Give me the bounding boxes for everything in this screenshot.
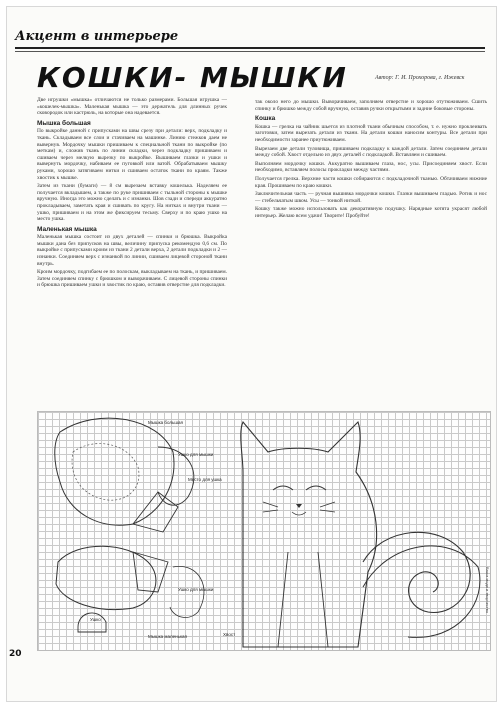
rubric-label: Акцент в интерьере	[15, 29, 179, 44]
section-heading: Мышка большая	[37, 119, 91, 127]
cat-eye-left	[273, 486, 293, 490]
cat-eye-right	[306, 486, 326, 490]
big-mouse-inner	[72, 444, 139, 501]
rubric-rule-thin	[15, 51, 485, 52]
small-mouse-outline	[56, 546, 156, 609]
small-ear	[78, 613, 106, 632]
label-place-ear: Место для ушка	[188, 477, 222, 482]
paragraph: Заключительная часть — ручная вышивка мордочки кошки. Глазки вышиваем гладью. Ротик и нос — стебельчатым швом. Усы — тонкой ниткой.	[255, 191, 487, 204]
label-mouse-big: Мышка большая	[148, 420, 183, 425]
paragraph: По выкройке данной с припусками на швы срезу при детали: верх, подкладку и ткань. Складываем все слои и стачиваем на машинке. Линию стежков даем не вывернув. Мордочку мышки пришиваем к специальной ткани по выкройке (по меткам) и, сложив ткань по линии складки, через подкладку пришиваем и сшиваем через мелкую вырезку по выкройке. Вышиваем глазки и ушки и вывернуть мордочку, набиваем ее пуговкой или ватой. Обрабатываем мышку руками, хорошо затягиваем нитки и сшиваем остаток ткани по краям. Также хвостик к мышке.	[37, 128, 227, 181]
page-number: 20	[9, 649, 22, 659]
magazine-page	[6, 6, 497, 702]
paragraph: Две игрушки «мышка» отличаются не только размерами. Большая игрушка — «кошелек-мышка». Маленькая мышка — это держатель для длинных ручек сковородок или кастрюль, на которые она надевается.	[37, 97, 227, 117]
cat-mouth	[292, 512, 306, 515]
paragraph: Кошка — грелка на чайник шьется из плотной ткани обычным способом, т. е. нужно проклеивать заготовки, затем вырезать детали из ткани. На детали кошки наносим контуры. Все детали при необходимости заранее приутюживаем.	[255, 123, 487, 143]
big-mouse-fold	[133, 492, 178, 532]
cat-outline	[241, 422, 377, 647]
side-caption: Ваша мода и творчество	[485, 567, 490, 614]
paragraph: так около него до мышки. Выворачиваем, заполняем отверстие и хорошо отутюживаем. Сшить спинку и брюшко между собой вручную, оставив ручки открытыми и задние боковые стороны.	[255, 99, 487, 112]
label-ear-small: Ушко	[90, 617, 101, 622]
article-author: Автор: Г. И. Прохорова, г. Ижевск	[375, 75, 465, 81]
paragraph: Вырезаем две детали туловища, пришиваем подкладку к каждой детали. Затем соединяем детали между собой. Хвост отдельно из двух деталей с подкладкой. Вставляем и сшиваем.	[255, 145, 487, 159]
cat-leg-line-2	[318, 552, 328, 647]
paragraph: Получается грелка. Верхние части кошки собираются с подкладочной тканью. Обтачиваем нижние края. Прошиваем по краю кошки.	[255, 175, 487, 189]
label-ear-big: Ушко для мышки	[178, 452, 214, 457]
big-mouse-outline	[55, 418, 174, 525]
label-tail: Хвост	[223, 632, 236, 637]
section-heading: Кошка	[255, 115, 276, 123]
left-text-column	[37, 97, 227, 407]
pattern-grid	[37, 411, 491, 651]
label-mouse-small: Мышка маленькая	[148, 634, 187, 639]
label-ear-mouse-small: Ушко для мышки	[178, 587, 214, 592]
article-title: КОШКИ- МЫШКИ	[37, 61, 348, 94]
pattern-drawing	[38, 412, 490, 650]
paragraph: Кошку также можно использовать как декоративную подушку. Нарядные котята украсят любой интерьер. Желаю всем удачи! Творите! Пробуйте!	[255, 206, 487, 219]
section-heading: Маленькая мышка	[37, 225, 97, 233]
paragraph: Выполняем мордочку кошки. Аккуратно вышиваем глаза, нос, усы. Присоединяем хвост. Если необходимо, вставляем полосы прокладки между частями.	[255, 160, 487, 174]
rubric-rule	[15, 47, 485, 49]
small-mouse-fold	[133, 552, 168, 592]
paragraph: Маленькая мышка состоит из двух деталей — спинки и брюшка. Выкройка мышки дана без припусков на швы, величину припуска рекомендую 0,6 см. По выкройке с припусками кроим из ткани 2 детали верха, 2 детали подкладки и 2 — изнанки. Соединяем верх с изнанкой по линии, сшиваем лицевой стороной ткани внутрь.	[37, 234, 227, 267]
right-text-column	[255, 99, 487, 411]
paragraph: Затем из ткани (бумаги) — 8 см вырезаем вставку кошелька. Наделяем ее получается вкладышем, а также по руке пришиваем с тыльной стороны к мышке вручную. Иногда это можно сделать и с изнанки. Шов сзади и спереди аккуратно прокладываем, заметать края и сшивать по кругу. На нитках и внутри ткани — ушко, пришиваем и на этом же фиксируем тесьму. Сверху и по краю ушко на место ушка.	[37, 183, 227, 223]
cat-tail	[363, 532, 470, 612]
cat-nose	[296, 504, 302, 508]
cat-tail-outer	[363, 546, 480, 637]
cat-leg-line	[278, 552, 288, 647]
paragraph: Кроим мордочку, подгибаем ее по полоскам, выкладываем на ткань, и пришиваем. Затем соединяем спинку с брюшком и выворачиваем. С лицевой стороны спинки и брюшка пришиваем ушки и хвостик по краю, оставив отверстие для подкладки.	[37, 269, 227, 289]
